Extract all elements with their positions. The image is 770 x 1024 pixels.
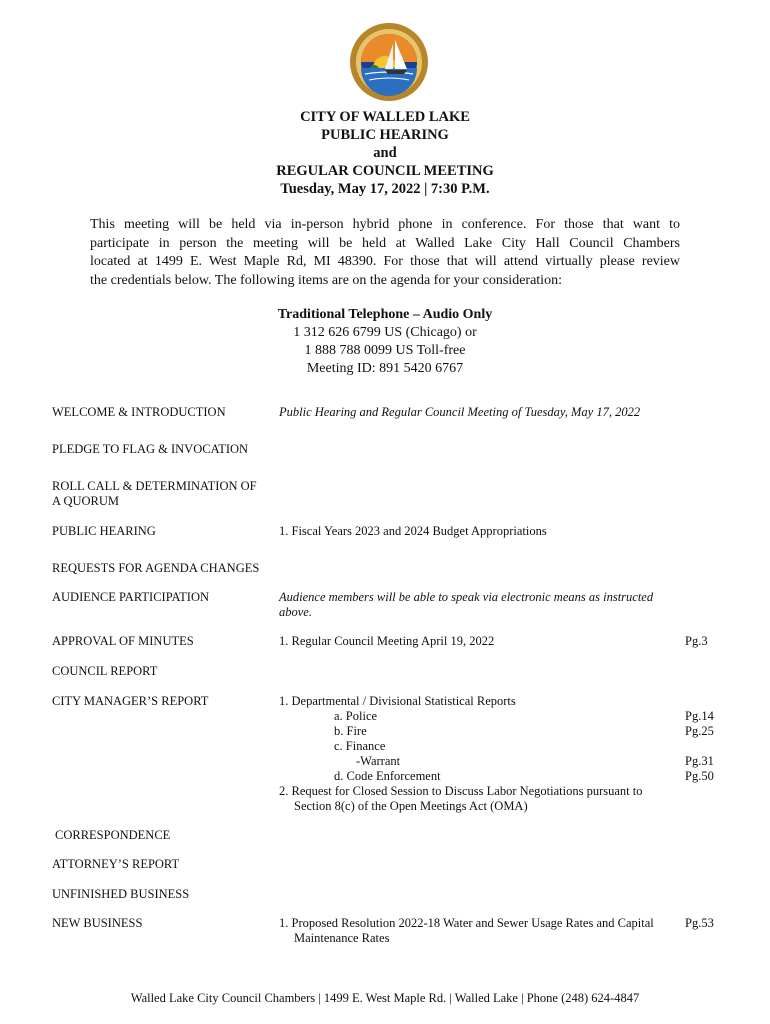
meeting-header [0, 108, 770, 198]
agenda-label-council-report: COUNCIL REPORT [52, 664, 158, 678]
page-ref-code-enforcement: Pg.50 [685, 769, 714, 783]
page-ref-water-sewer: Pg.53 [685, 916, 714, 930]
agenda-label-requests: REQUESTS FOR AGENDA CHANGES [52, 561, 260, 575]
sub-item-police: a. Police [334, 709, 378, 723]
agenda-label-attorney: ATTORNEY’S REPORT [52, 857, 180, 871]
agenda-label-roll-call: ROLL CALL & DETERMINATION OF [52, 479, 257, 493]
agenda-item-water-sewer: 1. Proposed Resolution 2022-18 Water and Sewer Usage Rates and Capital [279, 916, 654, 930]
sub-item-code-enforcement: d. Code Enforcement [334, 769, 441, 783]
regular-meeting-title: REGULAR COUNCIL MEETING [276, 163, 494, 179]
city-seal-logo [349, 22, 429, 102]
agenda-item-closed-session-2: Section 8(c) of the Open Meetings Act (OMA) [294, 799, 528, 813]
sub-item-finance: c. Finance [334, 739, 386, 753]
agenda-item-water-sewer-2: Maintenance Rates [294, 931, 390, 945]
agenda-label-unfinished: UNFINISHED BUSINESS [52, 887, 190, 901]
agenda-item-statistical-reports: 1. Departmental / Divisional Statistical Reports [279, 694, 516, 708]
agenda-item-budget: 1. Fiscal Years 2023 and 2024 Budget Appropriations [279, 524, 547, 538]
agenda-label-city-manager: CITY MANAGER’S REPORT [52, 694, 209, 708]
page-ref-fire: Pg.25 [685, 724, 714, 738]
agenda-label-audience: AUDIENCE PARTICIPATION [52, 590, 210, 604]
agenda-label-pledge: PLEDGE TO FLAG & INVOCATION [52, 442, 249, 456]
page-ref-police: Pg.14 [685, 709, 714, 723]
agenda-label-minutes: APPROVAL OF MINUTES [52, 634, 194, 648]
meeting-id: Meeting ID: 891 5420 6767 [306, 361, 464, 376]
agenda-label-new-business: NEW BUSINESS [52, 916, 143, 930]
phone-title: Traditional Telephone – Audio Only [277, 307, 493, 322]
intro-line: located at 1499 E. West Maple Rd, MI 48390. For those that will attend virtually please review [90, 254, 680, 269]
agenda-label-public-hearing: PUBLIC HEARING [52, 524, 156, 538]
public-hearing-title: PUBLIC HEARING [321, 127, 449, 143]
agenda-label-welcome: WELCOME & INTRODUCTION [52, 405, 226, 419]
agenda-item-closed-session: 2. Request for Closed Session to Discuss Labor Negotiations pursuant to [279, 784, 643, 798]
agenda-item-minutes: 1. Regular Council Meeting April 19, 2022 [279, 634, 495, 648]
agenda-label-roll-call-2: A QUORUM [52, 494, 120, 508]
agenda-desc-audience: Audience members will be able to speak via electronic means as instructed [279, 590, 654, 604]
sub-item-fire: b. Fire [334, 724, 367, 738]
page-ref-warrant: Pg.31 [685, 754, 714, 768]
conjunction: and [373, 145, 397, 161]
city-name: CITY OF WALLED LAKE [300, 109, 470, 125]
agenda-desc-audience-2: above. [279, 605, 312, 619]
phone-info [0, 306, 770, 378]
intro-line: participate in person the meeting will be held at Walled Lake City Hall Council Chambers [90, 235, 680, 251]
meeting-date: Tuesday, May 17, 2022 | 7:30 P.M. [280, 181, 490, 197]
page-ref-minutes: Pg.3 [685, 634, 708, 648]
agenda-desc-welcome: Public Hearing and Regular Council Meeting of Tuesday, May 17, 2022 [279, 405, 641, 419]
intro-paragraph [90, 216, 680, 290]
sub-item-warrant: -Warrant [356, 754, 401, 768]
intro-line: This meeting will be held via in-person hybrid phone in conference. For those that want to [90, 217, 680, 232]
intro-line: the credentials below. The following items are on the agenda for your consideration: [90, 272, 562, 288]
page-footer: Walled Lake City Council Chambers | 1499 E. West Maple Rd. | Walled Lake | Phone (248) 624-4847 [130, 991, 640, 1005]
phone-number-tollfree: 1 888 788 0099 US Toll-free [304, 343, 466, 358]
agenda-label-correspondence: CORRESPONDENCE [55, 828, 171, 842]
phone-number-chicago: 1 312 626 6799 US (Chicago) or [293, 325, 477, 340]
